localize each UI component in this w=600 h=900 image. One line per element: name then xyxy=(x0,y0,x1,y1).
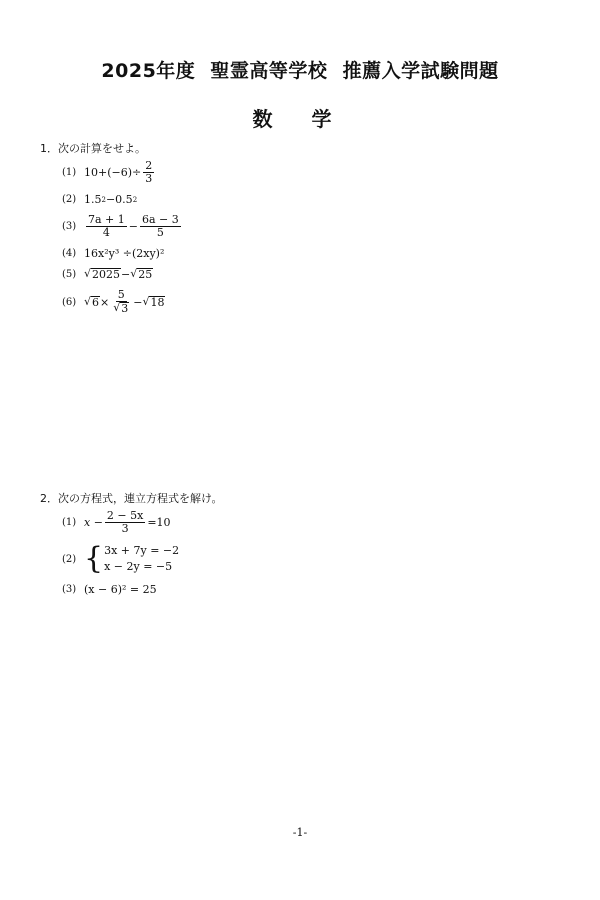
expr-text: (x − 6)² = 25 xyxy=(84,583,157,596)
expr-text: =10 xyxy=(147,516,171,529)
square-root: √ 18 xyxy=(142,294,165,309)
radicand: 6 xyxy=(92,295,100,309)
fraction xyxy=(86,214,127,239)
denominator: 3 xyxy=(121,522,129,535)
square-root: √ 2025 xyxy=(84,267,121,281)
expr-text: 10+(−6)÷ xyxy=(84,166,142,179)
operator: − xyxy=(121,268,131,281)
q1-item-5 xyxy=(62,268,153,281)
denominator: 3 xyxy=(145,172,153,185)
item-number: (4) xyxy=(62,248,77,259)
equation-line: x − 2y = −5 xyxy=(104,560,173,573)
operator: − xyxy=(133,295,143,309)
expr-text: x − xyxy=(84,516,103,529)
expr-text: 16x²y³ ÷(2xy)² xyxy=(84,247,165,260)
square-root: √ 25 xyxy=(130,267,153,281)
fraction xyxy=(105,510,145,535)
item-number: (2) xyxy=(62,553,77,565)
item-number: (5) xyxy=(62,269,77,280)
equation-system xyxy=(104,543,179,575)
base: 1.5 xyxy=(84,193,102,206)
radicand: 25 xyxy=(138,268,153,281)
exponent: 2 xyxy=(101,195,106,204)
item-number: (2) xyxy=(62,194,77,205)
page-number: -1- xyxy=(292,826,308,839)
fraction xyxy=(140,214,181,239)
brace-icon: { xyxy=(84,541,104,576)
fraction xyxy=(143,160,154,185)
q1-item-2 xyxy=(62,193,137,206)
numerator: 2 xyxy=(145,159,153,172)
title-year: 2025年度 xyxy=(101,60,196,82)
item-number: (3) xyxy=(62,221,77,232)
base: −0.5 xyxy=(105,193,133,206)
square-root: √ 3 xyxy=(113,301,129,315)
q2-item-3 xyxy=(62,583,157,596)
item-number: (3) xyxy=(62,584,77,595)
equation-line: 3x + 7y = −2 xyxy=(104,544,180,557)
q2-item-2 xyxy=(62,543,179,575)
question-2-label: 2．次の方程式，連立方程式を解け。 xyxy=(40,492,223,505)
radicand: 18 xyxy=(150,295,165,309)
title-school: 聖霊高等学校 xyxy=(210,60,328,82)
square-root: √ 6 xyxy=(84,294,100,309)
numerator: 6a − 3 xyxy=(141,213,179,226)
exam-title xyxy=(0,56,600,83)
radicand: 2025 xyxy=(92,268,121,281)
numerator: 2 − 5x xyxy=(106,509,144,522)
q1-item-1 xyxy=(62,160,156,185)
question-1-label: 1．次の計算をせよ。 xyxy=(40,142,146,155)
q1-item-4 xyxy=(62,247,164,260)
item-number: (1) xyxy=(62,517,77,528)
q2-item-1 xyxy=(62,510,171,535)
fraction xyxy=(111,289,131,315)
numerator: 7a + 1 xyxy=(88,213,125,226)
denominator: 5 xyxy=(156,226,164,239)
subject-heading: 数 学 xyxy=(252,107,348,131)
operator: − xyxy=(128,220,138,233)
operator: × xyxy=(100,295,110,309)
title-exam: 推薦入学試験問題 xyxy=(342,60,499,82)
exponent: 2 xyxy=(132,195,138,204)
q1-item-6 xyxy=(62,289,165,315)
item-number: (6) xyxy=(62,296,77,308)
q1-item-3 xyxy=(62,214,183,239)
radicand: 3 xyxy=(121,302,129,315)
numerator: 5 xyxy=(117,288,125,301)
item-number: (1) xyxy=(62,167,77,178)
denominator: 4 xyxy=(102,226,110,239)
